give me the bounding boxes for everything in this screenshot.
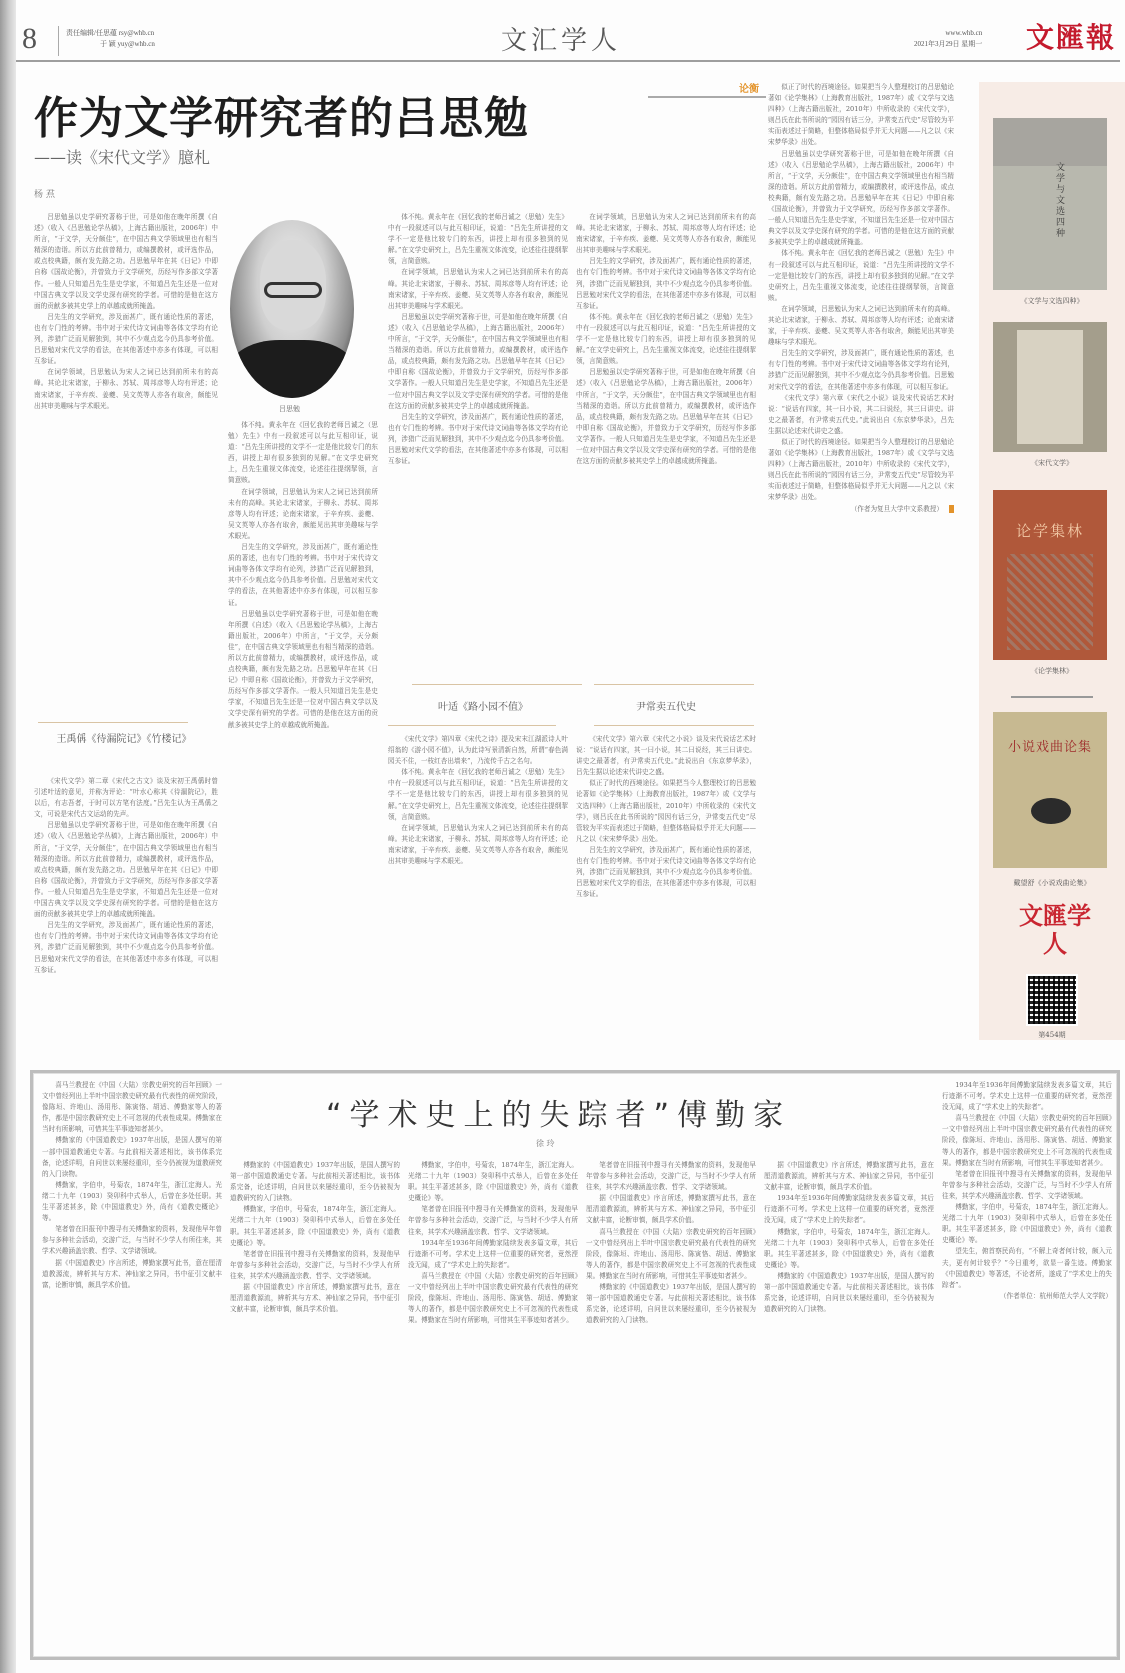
section-rule bbox=[594, 684, 754, 685]
section-brand-logo: 文匯学人 bbox=[1019, 901, 1091, 958]
paragraph: 吕思勉虽以史学研究著称于世，可是如他在晚年所撰《自述》（收入《吕思勉论学丛稿》，上海古籍出版社，2006年）中所言，“于文学，天分颇佳”，在中国古典文学领域里也有相当精深的造诣。所以方此前曾精力，或编撰教材，或评选作品，或点校典籍，颇有发先路之功。吕思勉早年在其《日记》中即自称《国故论衡》，并曾致力于文学研究，历经写作多部文学著作。一般人只知道吕先生是史学家，不知道吕先生还是一位对中国古典文学以及文学史深有研究的学者。可惜的是他在这方面的贡献多被其史学上的卓越成就所掩盖。 bbox=[34, 213, 218, 310]
binding-spine bbox=[0, 0, 16, 1673]
paragraph: 在词学领域，吕思勉认为宋人之词已达到前所未有的高峰。其论北宋诸家，于柳永、苏轼、周邦彦等人均有评述；论南宋诸家，于辛弃疾、姜夔、吴文英等人亦各有取舍，颇能见出其审美趣味与学术眼光。 bbox=[576, 213, 756, 255]
section-title: 文汇学人 bbox=[501, 26, 622, 56]
article-byline: 杨 焄 bbox=[34, 190, 55, 200]
book-caption: 《论学集林》 bbox=[1031, 667, 1073, 675]
masthead bbox=[16, 0, 1125, 62]
paragraph: 喜马兰教授在《中国（大陆）宗教史研究的百年回顾》一文中曾经列出上半叶中国宗教史研究最有代表性的研究阶段，像陈垣、许地山、汤用彤、陈寅恪、胡适、傅勤家等人的著作，都是中国宗教研究史上不可忽视的代表性成果。傅勤家在当时有所影响，可惜其生平事迹知者甚少。 bbox=[42, 1081, 222, 1134]
paragraph: 笔者曾在旧报刊中搜寻有关傅勤家的资料，发现他早年曾参与多种社会活动，交游广泛，与当时不少学人有所往来，其学术兴趣涵盖宗教、哲学、文学诸领域。 bbox=[586, 1161, 756, 1192]
paragraph: 望先生，俯首察民尚有，“不解上奇者何计较，颇入元夫，更有何计较乎？”今日重考，欲显一番生迹。傅勤家《中国道教史》等著述，不论者所，遂成了“学术史上的失踪者”。 bbox=[942, 1247, 1112, 1289]
article-title: 作为文学研究者的吕思勉 bbox=[34, 93, 529, 144]
book-cover-title: 文学与文选四种 bbox=[1054, 162, 1064, 239]
subsection-body bbox=[388, 734, 568, 1074]
subsection-body bbox=[576, 734, 756, 1074]
ink-illustration bbox=[1031, 798, 1071, 824]
paragraph: 吕思勉虽以史学研究著称于世，可是如他在晚年所撰《自述》（收入《吕思勉论学丛稿》，上海古籍出版社，2006年）中所言，“于文学，天分颇佳”，在中国古典文学领域里也有相当精深的造诣。所以方此前曾精力，或编撰教材，或评选作品，或点校典籍，颇有发先路之功。吕思勉早年在其《日记》中即自称《国故论衡》，并曾致力于文学研究，历经写作多部文学著作。一般人只知道吕先生是史学家，不知道吕先生还是一位对中国古典文学以及文学史深有研究的学者。可惜的是他在这方面的贡献多被其史学上的卓越成就所掩盖。 bbox=[576, 368, 756, 466]
paragraph: 吕先生的文学研究，涉及面甚广，既有通论性质的著述，也有专门性的考辨。书中对于宋代诗文词曲等各体文学均有论列，涉猎广泛而见解独到，其中不少观点迄今仍具参考价值。吕思勉对宋代文学的看法，在其他著述中亦多有体现，可以相互参证。 bbox=[768, 349, 954, 391]
paragraph: 据《中国道教史》序言所述，傅勤家撰写此书，意在厘清道教源流，辨析其与方术、神仙家之异同，书中征引文献丰富，论断审慎，颇具学术价值。 bbox=[42, 1258, 222, 1289]
book-caption: 戴望舒《小说戏曲论集》 bbox=[1013, 879, 1091, 887]
article-column-1 bbox=[34, 212, 218, 682]
paragraph: 在词学领域，吕思勉认为宋人之词已达到前所未有的高峰。其论北宋诸家，于柳永、苏轼、周邦彦等人均有评述；论南宋诸家，于辛弃疾、姜夔、吴文英等人亦各有取舍，颇能见出其审美趣味与学术眼光。 bbox=[388, 823, 568, 866]
paragraph: 笔者曾在旧报刊中搜寻有关傅勤家的资料，发现他早年曾参与多种社会活动，交游广泛，与当时不少学人有所往来，其学术兴趣涵盖宗教、哲学、文学诸领域。 bbox=[408, 1205, 578, 1236]
header-rule bbox=[16, 60, 1120, 62]
paragraph: 吕先生的文学研究，涉及面甚广，既有通论性质的著述，也有专门性的考辨。书中对于宋代诗文词曲等各体文学均有论列，涉猎广泛而见解独到，其中不少观点迄今仍具参考价值。吕思勉对宋代文学的看法，在其他著述中亦多有体现，可以相互参证。 bbox=[34, 921, 218, 974]
paragraph: 1934年至1936年间傅勤家陆续发表多篇文章，其后行迹渐不可考。学术史上这样一位重要的研究者，竟然湮没无闻，成了“学术史上的失踪者”。 bbox=[764, 1194, 934, 1225]
website-link[interactable]: www.whb.cn bbox=[945, 29, 983, 37]
book-cover-image bbox=[993, 490, 1107, 660]
paragraph: 1934年至1936年间傅勤家陆续发表多篇文章，其后行迹渐不可考。学术史上这样一位重要的研究者，竟然湮没无闻，成了“学术史上的失踪者”。 bbox=[408, 1238, 578, 1269]
end-marker bbox=[949, 505, 954, 513]
article-column-4 bbox=[576, 212, 756, 670]
paragraph: 体不纯。黄永年在《回忆我的老师吕诚之（思勉）先生》中有一段叙述可以与此互相印证，说道：“吕先生所讲授的文学不一定是他比较专门的东西，讲授上却有很多独到的见解。”在文学史研究上，吕先生重视文体流变，论述往往提纲挈领，言简意赅。 bbox=[768, 249, 954, 302]
feature-column-3 bbox=[408, 1160, 578, 1640]
portrait-photo bbox=[230, 220, 354, 398]
paragraph: 傅勤家的《中国道教史》1937年出版，是国人撰写的第一部中国道教通史专著。与此前相关著述相比，该书体系完备，论述详明，自问世以来屡经重印，至今仍被视为道教研究的入门读物。 bbox=[230, 1161, 400, 1203]
paragraph: 在词学领域，吕思勉认为宋人之词已达到前所未有的高峰。其论北宋诸家，于柳永、苏轼、周邦彦等人均有评述；论南宋诸家，于辛弃疾、姜夔、吴文英等人亦各有取舍，颇能见出其审美趣味与学术眼光。 bbox=[34, 368, 218, 410]
subsection-heading: 尹常卖五代史 bbox=[636, 702, 696, 713]
subsection-heading: 叶适《路小园不值》 bbox=[438, 702, 528, 713]
feature-article-byline: 徐 玲 bbox=[536, 1139, 555, 1148]
section-rule bbox=[388, 725, 556, 726]
editors-credit bbox=[66, 28, 155, 50]
paragraph: 傅勤家，字伯申，号菊农，1874年生，浙江定海人。光绪二十九年（1903）癸卯科中式举人，后曾在多处任职。其生平著述甚多，除《中国道教史》外，尚有《道教史概论》等。 bbox=[408, 1161, 578, 1203]
paragraph: 体不纯。黄永年在《回忆我的老师吕诚之（思勉）先生》中有一段叙述可以与此互相印证，说道：“吕先生所讲授的文学不一定是他比较专门的东西，讲授上却有很多独到的见解。”在文学史研究上，吕先生重视文体流变，论述往往提纲挈领，言简意赅。 bbox=[576, 312, 756, 366]
paragraph: 据《中国道教史》序言所述，傅勤家撰写此书，意在厘清道教源流，辨析其与方术、神仙家之异同，书中征引文献丰富，论断审慎，颇具学术价值。 bbox=[586, 1194, 756, 1225]
paragraph: 傅勤家的《中国道教史》1937年出版，是国人撰写的第一部中国道教通史专著。与此前相关著述相比，该书体系完备，论述详明，自问世以来屡经重印，至今仍被视为道教研究的入门读物。 bbox=[586, 1283, 756, 1325]
paragraph: 笔者曾在旧报刊中搜寻有关傅勤家的资料，发现他早年曾参与多种社会活动，交游广泛，与当时不少学人有所往来，其学术兴趣涵盖宗教、哲学、文学诸领域。 bbox=[230, 1249, 400, 1280]
book-cover-image bbox=[993, 322, 1107, 452]
feature-article-title: “学术史上的失踪者”傅勤家 bbox=[326, 1098, 792, 1133]
portrait-caption: 吕思勉 bbox=[279, 405, 300, 413]
author-note: （作者单位：杭州师范大学人文学院） bbox=[999, 1291, 1112, 1300]
article-column-5 bbox=[768, 82, 954, 1072]
page-number: 8 bbox=[22, 22, 37, 55]
paragraph: 傅勤家，字伯申，号菊农，1874年生，浙江定海人。光绪二十九年（1903）癸卯科中式举人，后曾在多处任职。其生平著述甚多，除《中国道教史》外，尚有《道教史概论》等。 bbox=[764, 1227, 934, 1269]
issue-number: 第454期 bbox=[1038, 1031, 1066, 1039]
paragraph: 《宋代文学》第二章《宋代之古文》谈及宋初王禹偁时曾引述叶适的意见，并称为评论：“叶水心称其《待漏院记》，胜以后，有志吾者，于时可以方笔有法度。”吕先生认为王禹偁之文，可说是宋代古文运动的先声。 bbox=[34, 777, 218, 819]
paragraph: 喜马兰教授在《中国（大陆）宗教史研究的百年回顾》一文中曾经列出上半叶中国宗教史研究最有代表性的研究阶段，像陈垣、许地山、汤用彤、陈寅恪、胡适、傅勤家等人的著作，都是中国宗教研究史上不可忽视的代表性成果。傅勤家在当时有所影响，可惜其生平事迹知者甚少。 bbox=[586, 1227, 756, 1280]
paragraph: 吕先生的文学研究，涉及面甚广，既有通论性质的著述，也有专门性的考辨。书中对于宋代诗文词曲等各体文学均有论列，涉猎广泛而见解独到，其中不少观点迄今仍具参考价值。吕思勉对宋代文学的看法，在其他著述中亦多有体现，可以相互参证。 bbox=[388, 412, 568, 466]
paragraph: 在词学领域，吕思勉认为宋人之词已达到前所未有的高峰。其论北宋诸家，于柳永、苏轼、周邦彦等人均有评述；论南宋诸家，于辛弃疾、姜夔、吴文英等人亦各有取舍，颇能见出其审美趣味与学术眼光。 bbox=[228, 487, 378, 540]
column-tag-rule bbox=[648, 96, 766, 98]
column-tag: 论衡 bbox=[739, 84, 759, 95]
paragraph: 据《中国道教史》序言所述，傅勤家撰写此书，意在厘清道教源流，辨析其与方术、神仙家之异同，书中征引文献丰富，论断审慎，颇具学术价值。 bbox=[230, 1283, 400, 1314]
paragraph: 据《中国道教史》序言所述，傅勤家撰写此书，意在厘清道教源流，辨析其与方术、神仙家之异同，书中征引文献丰富，论断审慎，颇具学术价值。 bbox=[764, 1161, 934, 1192]
book-cover-image bbox=[993, 712, 1107, 868]
paragraph: 吕思勉虽以史学研究著称于世，可是如他在晚年所撰《自述》（收入《吕思勉论学丛稿》，上海古籍出版社，2006年）中所言，“于文学，天分颇佳”，在中国古典文学领域里也有相当精深的造诣。所以方此前曾精力，或编撰教材，或评选作品，或点校典籍，颇有发先路之功。吕思勉早年在其《日记》中即自称《国故论衡》，并曾致力于文学研究，历经写作多部文学著作。一般人只知道吕先生是史学家，不知道吕先生还是一位对中国古典文学以及文学史深有研究的学者。可惜的是他在这方面的贡献多被其史学上的卓越成就所掩盖。 bbox=[388, 312, 568, 410]
paragraph: 体不纯。黄永年在《回忆我的老师吕诚之（思勉）先生》中有一段叙述可以与此互相印证，说道：“吕先生所讲授的文学不一定是他比较专门的东西，讲授上却有很多独到的见解。”在文学史研究上，吕先生重视文体流变，论述往往提纲挈领，言简意赅。 bbox=[388, 768, 568, 821]
paragraph: 吕先生的文学研究，涉及面甚广，既有通论性质的著述，也有专门性的考辨。书中对于宋代诗文词曲等各体文学均有论列，涉猎广泛而见解独到，其中不少观点迄今仍具参考价值。吕思勉对宋代文学的看法，在其他著述中亦多有体现，可以相互参证。 bbox=[34, 312, 218, 366]
book-cover-image bbox=[993, 118, 1107, 290]
subsection-heading: 王禹偁《待漏院记》《竹楼记》 bbox=[56, 734, 192, 745]
paragraph: 吕先生的文学研究，涉及面甚广，既有通论性质的著述，也有专门性的考辨。书中对于宋代诗文词曲等各体文学均有论列，涉猎广泛而见解独到，其中不少观点迄今仍具参考价值。吕思勉对宋代文学的看法，在其他著述中亦多有体现，可以相互参证。 bbox=[576, 257, 756, 310]
paragraph: 傅勤家，字伯申，号菊农，1874年生，浙江定海人。光绪二十九年（1903）癸卯科中式举人，后曾在多处任职。其生平著述甚多，除《中国道教史》外，尚有《道教史概论》等。 bbox=[230, 1205, 400, 1247]
glasses-detail bbox=[264, 282, 322, 298]
feature-column-2 bbox=[230, 1160, 400, 1640]
section-rule bbox=[594, 725, 754, 726]
paragraph: 体不纯。黄永年在《回忆我的老师吕诚之（思勉）先生》中有一段叙述可以与此互相印证，说道：“吕先生所讲授的文学不一定是他比较专门的东西，讲授上却有很多独到的见解。”在文学史研究上，吕先生重视文体流变，论述往往提纲挈领，言简意赅。 bbox=[228, 421, 378, 485]
feature-column-6 bbox=[942, 1080, 1112, 1640]
paragraph: 吕思勉虽以史学研究著称于世，可是如他在晚年所撰《自述》（收入《吕思勉论学丛稿》，上海古籍出版社，2006年）中所言，“于文学，天分颇佳”，在中国古典文学领域里也有相当精深的造诣。所以方此前曾精力，或编撰教材，或评选作品，或点校典籍，颇有发先路之功。吕思勉早年在其《日记》中即自称《国故论衡》，并曾致力于文学研究，历经写作多部文学著作。一般人只知道吕先生是史学家，不知道吕先生还是一位对中国古典文学以及文学史深有研究的学者。可惜的是他在这方面的贡献多被其史学上的卓越成就所掩盖。 bbox=[228, 609, 378, 729]
paragraph: 傅勤家的《中国道教史》1937年出版，是国人撰写的第一部中国道教通史专著。与此前相关著述相比，该书体系完备，论述详明，自问世以来屡经重印，至今仍被视为道教研究的入门读物。 bbox=[764, 1271, 934, 1314]
newspaper-logo: 文匯報 bbox=[1026, 21, 1117, 54]
book-cover-title: 小说戏曲论集 bbox=[1007, 740, 1092, 755]
paragraph: 似正了时代的西境途径。如果把当今人整理校订的吕思勉论著如《论学集林》（上海教育出版社，1987年）或《文学与文选四种》（上海古籍出版社，2010年）中所收录的《宋代文学》，则吕氏在此书所说的“园因有话三分，尹常变五代史”尽管较为平实而表述过于简略，但整体格局似乎并无大问题——凡之以《宋宋梦华录》出处。 bbox=[768, 438, 954, 502]
editor-line: 于 颖 yuy@whb.cn bbox=[100, 40, 155, 48]
paragraph: 笔者曾在旧报刊中搜寻有关傅勤家的资料，发现他早年曾参与多种社会活动，交游广泛，与当时不少学人有所往来，其学术兴趣涵盖宗教、哲学、文学诸领域。 bbox=[42, 1225, 222, 1256]
paragraph: 体不纯。黄永年在《回忆我的老师吕诚之（思勉）先生》中有一段叙述可以与此互相印证，说道：“吕先生所讲授的文学不一定是他比较专门的东西，讲授上却有很多独到的见解。”在文学史研究上，吕先生重视文体流变，论述往往提纲挈领，言简意赅。 bbox=[388, 213, 568, 266]
site-info bbox=[914, 28, 982, 50]
paragraph: 似正了时代的西境途径。如果把当今人整理校订的吕思勉论著如《论学集林》（上海教育出版社，1987年）或《文学与文选四种》（上海古籍出版社，2010年）中所收录的《宋代文学》，则吕氏在此书所说的“园因有话三分，尹常变五代史”尽管较为平实而表述过于简略，但整体格局似乎并无大问题——凡之以《宋宋梦华录》出处。 bbox=[576, 779, 756, 843]
divider bbox=[58, 26, 59, 56]
paragraph: 傅勤家的《中国道教史》1937年出版，是国人撰写的第一部中国道教通史专著。与此前相关著述相比，该书体系完备，论述详明，自问世以来屡经重印，至今仍被视为道教研究的入门读物。 bbox=[42, 1136, 222, 1178]
feature-column-1 bbox=[42, 1080, 222, 1640]
book-cover-title: 论学集林 bbox=[1015, 522, 1084, 540]
paragraph: 傅勤家，字伯申，号菊农，1874年生，浙江定海人。光绪二十九年（1903）癸卯科中式举人，后曾在多处任职。其生平著述甚多，除《中国道教史》外，尚有《道教史概论》等。 bbox=[42, 1180, 222, 1223]
issue-date: 2021年3月29日 星期一 bbox=[914, 40, 983, 48]
paragraph: 1934年至1936年间傅勤家陆续发表多篇文章，其后行迹渐不可考。学术史上这样一位重要的研究者，竟然湮没无闻，成了“学术史上的失踪者”。 bbox=[942, 1081, 1112, 1112]
paragraph: 在词学领域，吕思勉认为宋人之词已达到前所未有的高峰。其论北宋诸家，于柳永、苏轼、周邦彦等人均有评述；论南宋诸家，于辛弃疾、姜夔、吴文英等人亦各有取舍，颇能见出其审美趣味与学术眼光。 bbox=[768, 304, 954, 347]
paragraph: 《宋代文学》第四章《宋代之诗》提及宋末江湖派诗人叶绍翁的《游小园不值》，认为此诗写景清新自然，所谓“春色满园关不住，一枝红杏出墙来”，乃流传千古之名句。 bbox=[388, 735, 568, 766]
paragraph: 傅勤家，字伯申，号菊农，1874年生，浙江定海人。光绪二十九年（1903）癸卯科中式举人，后曾在多处任职。其生平著述甚多，除《中国道教史》外，尚有《道教史概论》等。 bbox=[942, 1203, 1112, 1245]
book-caption: 《文学与文选四种》 bbox=[1020, 297, 1084, 305]
paragraph: 吕思勉虽以史学研究著称于世，可是如他在晚年所撰《自述》（收入《吕思勉论学丛稿》，上海古籍出版社，2006年）中所言，“于文学，天分颇佳”，在中国古典文学领域里也有相当精深的造诣。所以方此前曾精力，或编撰教材，或评选作品，或点校典籍，颇有发先路之功。吕思勉早年在其《日记》中即自称《国故论衡》，并曾致力于文学研究，历经写作多部文学著作。一般人只知道吕先生是史学家，不知道吕先生还是一位对中国古典文学以及文学史深有研究的学者。可惜的是他在这方面的贡献多被其史学上的卓越成就所掩盖。 bbox=[34, 821, 218, 919]
article-subtitle: ——读《宋代文学》臆札 bbox=[34, 148, 211, 167]
newspaper-page bbox=[16, 0, 1125, 1673]
paragraph: 在词学领域，吕思勉认为宋人之词已达到前所未有的高峰。其论北宋诸家，于柳永、苏轼、周邦彦等人均有评述；论南宋诸家，于辛弃疾、姜夔、吴文英等人亦各有取舍，颇能见出其审美趣味与学术眼光。 bbox=[388, 268, 568, 310]
paragraph: 吕先生的文学研究，涉及面甚广，既有通论性质的著述，也有专门性的考辨。书中对于宋代诗文词曲等各体文学均有论列，涉猎广泛而见解独到，其中不少观点迄今仍具参考价值。吕思勉对宋代文学的看法，在其他著述中亦多有体现，可以相互参证。 bbox=[228, 543, 378, 607]
paragraph: 喜马兰教授在《中国（大陆）宗教史研究的百年回顾》一文中曾经列出上半叶中国宗教史研究最有代表性的研究阶段，像陈垣、许地山、汤用彤、陈寅恪、胡适、傅勤家等人的著作，都是中国宗教研究史上不可忽视的代表性成果。傅勤家在当时有所影响，可惜其生平事迹知者甚少。 bbox=[942, 1114, 1112, 1167]
paragraph: 吕思勉虽以史学研究著称于世，可是如他在晚年所撰《自述》（收入《吕思勉论学丛稿》，上海古籍出版社，2006年）中所言，“于文学，天分颇佳”，在中国古典文学领域里也有相当精深的造诣。所以方此前曾精力，或编撰教材，或评选作品，或点校典籍，颇有发先路之功。吕思勉早年在其《日记》中即自称《国故论衡》，并曾致力于文学研究，历经写作多部文学著作。一般人只知道吕先生是史学家，不知道吕先生还是一位对中国古典文学以及文学史深有研究的学者。可惜的是他在这方面的贡献多被其史学上的卓越成就所掩盖。 bbox=[768, 149, 954, 247]
paragraph: 《宋代文学》第六章《宋代之小说》谈及宋代说话艺术时说：“说话有四家，其一曰小说，其二曰说经，其三曰讲史。讲史之最著者，有尹常卖五代史。”此说出自《东京梦华录》，吕先生据以论述宋代讲史之盛。 bbox=[768, 393, 954, 435]
paragraph: 吕先生的文学研究，涉及面甚广，既有通论性质的著述，也有专门性的考辨。书中对于宋代诗文词曲等各体文学均有论列，涉猎广泛而见解独到，其中不少观点迄今仍具参考价值。吕思勉对宋代文学的看法，在其他著述中亦多有体现，可以相互参证。 bbox=[576, 845, 756, 899]
divider bbox=[1011, 696, 1093, 698]
editor-line: 责任编辑/任思蕴 rsy@whb.cn bbox=[66, 29, 155, 37]
paragraph: 《宋代文学》第六章《宋代之小说》谈及宋代说话艺术时说：“说话有四家，其一曰小说，其二曰说经，其三曰讲史。讲史之最著者，有尹常卖五代史。”此说出自《东京梦华录》，吕先生据以论述宋代讲史之盛。 bbox=[576, 735, 756, 777]
paragraph: 笔者曾在旧报刊中搜寻有关傅勤家的资料，发现他早年曾参与多种社会活动，交游广泛，与当时不少学人有所往来，其学术兴趣涵盖宗教、哲学、文学诸领域。 bbox=[942, 1169, 1112, 1200]
article-column-2 bbox=[228, 420, 378, 1080]
feature-column-5 bbox=[764, 1160, 934, 1640]
book-caption: 《宋代文学》 bbox=[1031, 459, 1073, 467]
section-rule bbox=[38, 722, 188, 723]
section-rule bbox=[412, 684, 582, 685]
qr-code-icon[interactable] bbox=[1026, 974, 1078, 1026]
sidebar-book-panel bbox=[979, 82, 1125, 1040]
paragraph: 喜马兰教授在《中国（大陆）宗教史研究的百年回顾》一文中曾经列出上半叶中国宗教史研究最有代表性的研究阶段，像陈垣、许地山、汤用彤、陈寅恪、胡适、傅勤家等人的著作，都是中国宗教研究史上不可忽视的代表性成果。傅勤家在当时有所影响，可惜其生平事迹知者甚少。 bbox=[408, 1271, 578, 1325]
paragraph: 似正了时代的西境途径。如果把当今人整理校订的吕思勉论著如《论学集林》（上海教育出版社，1987年）或《文学与文选四种》（上海古籍出版社，2010年）中所收录的《宋代文学》，则吕氏在此书所说的“园因有话三分，尹常变五代史”尽管较为平实而表述过于简略，但整体格局似乎并无大问题——凡之以《宋宋梦华录》出处。 bbox=[768, 83, 954, 147]
feature-column-4 bbox=[586, 1160, 756, 1640]
article-column-3 bbox=[388, 212, 568, 670]
author-note: （作者为复旦大学中文系教授） bbox=[850, 504, 943, 513]
subsection-body bbox=[34, 776, 218, 1076]
